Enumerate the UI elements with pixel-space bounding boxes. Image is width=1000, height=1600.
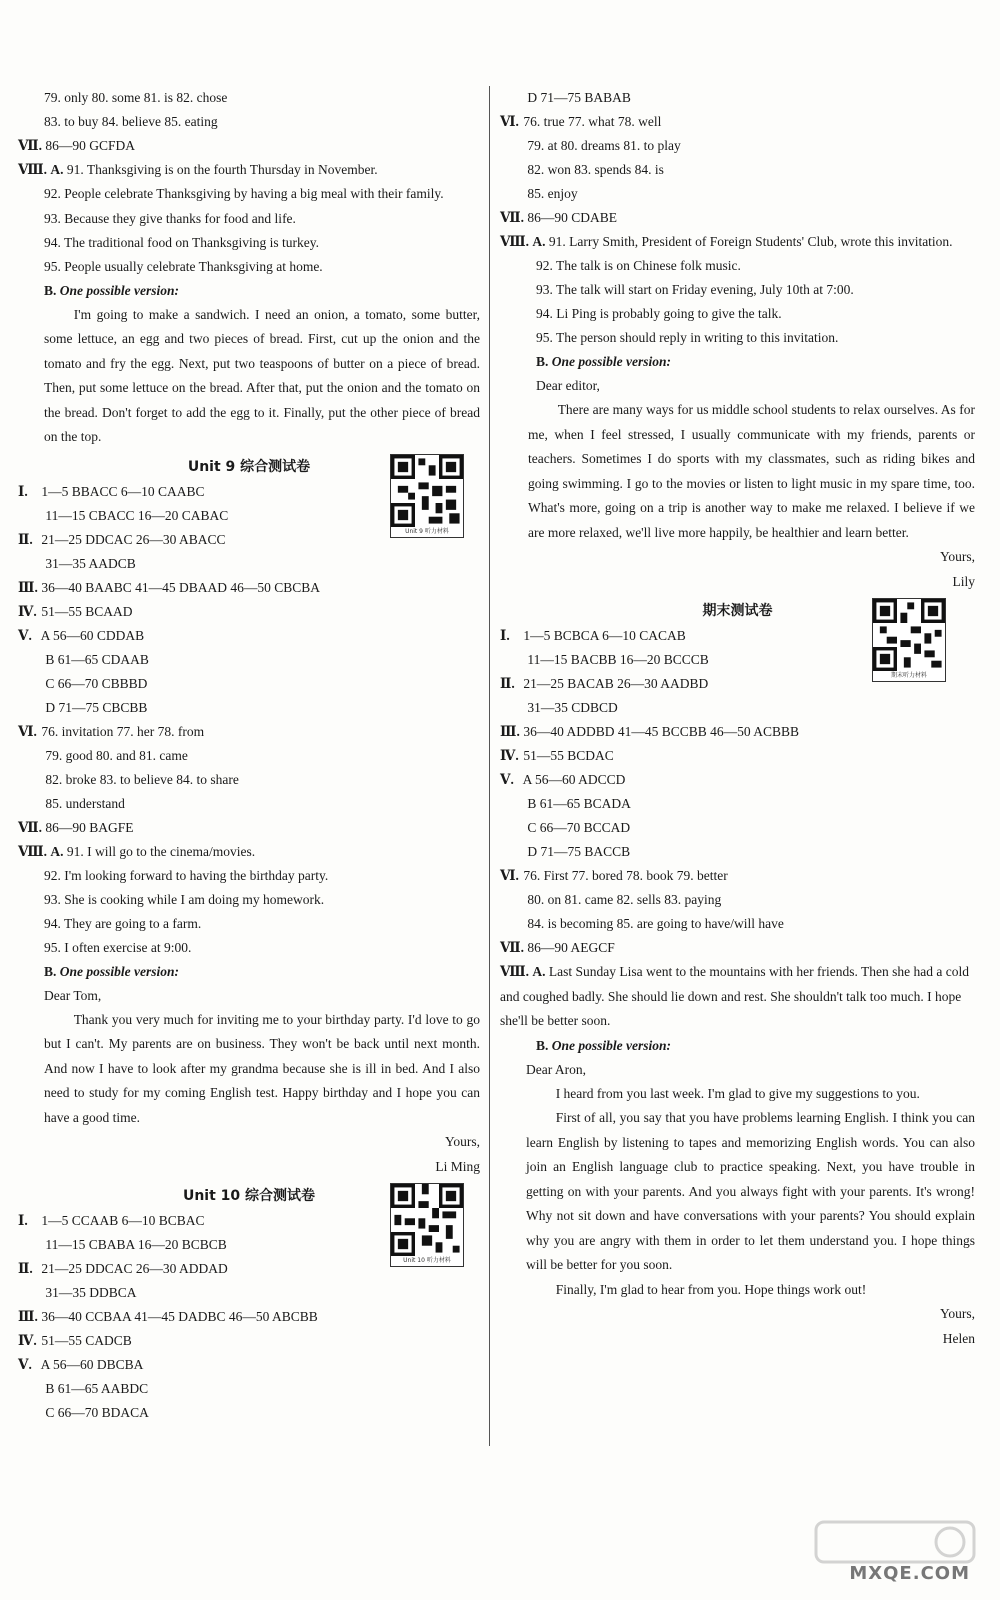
answer-text: 21—25 DDCAC 26—30 ABACC [41, 531, 226, 547]
letter-closing: Yours, [939, 1306, 975, 1321]
section-number: Ⅰ. [500, 628, 510, 643]
answer-text: 79. at 80. dreams 81. to play [527, 138, 681, 153]
answer-text: 86—90 AEGCF [527, 940, 615, 955]
unit9-title: Unit 9 综合测试卷 [187, 458, 311, 475]
answer-line: 86—90 GCFDA [45, 138, 135, 153]
answer-text: 11—15 BACBB 16—20 BCCCB [527, 652, 709, 667]
answer-line: 93. She is cooking while I am doing my homework. [44, 891, 325, 907]
subsection-label: A. [50, 162, 64, 177]
answer-row [18, 1377, 480, 1401]
answer-line: 93. Because they give thanks for food and life. [44, 210, 296, 226]
section-number: Ⅳ. [500, 748, 519, 763]
section-number: Ⅴ. [500, 772, 514, 787]
answer-row [500, 86, 975, 110]
answer-line: 91. I will go to the cinema/movies. [66, 843, 256, 859]
answer-line: 91. Larry Smith, President of Foreign Students' Club, wrote this invitation. [548, 234, 953, 249]
qr-code-icon [391, 455, 463, 527]
answer-row [18, 552, 480, 576]
answer-text: 36—40 CCBAA 41—45 DADBC 46—50 ABCBB [41, 1309, 318, 1324]
letter-closing: Yours, [444, 1134, 480, 1149]
answer-row [18, 1281, 480, 1305]
qr-code-unit10[interactable] [390, 1183, 464, 1267]
letter-greeting: Dear editor, [536, 378, 600, 393]
answer-text: 1—5 BBACC 6—10 CAABC [41, 483, 205, 499]
subsection-label: B. [44, 963, 57, 979]
answer-text: 36—40 ADDBD 41—45 BCCBB 46—50 ACBBB [523, 724, 800, 739]
section-number: Ⅴ. [18, 1357, 32, 1372]
answer-text: 31—35 DDBCA [45, 1285, 137, 1300]
answer-text: 31—35 AADCB [45, 555, 136, 571]
qr-caption: Unit 9 听力材料 [405, 527, 449, 535]
subsection-label: A. [532, 234, 546, 249]
answer-text: 79. good 80. and 81. came [45, 747, 188, 763]
section-number: Ⅳ. [18, 603, 37, 619]
answer-line: 92. People celebrate Thanksgiving by having a big meal with their family. [44, 186, 444, 201]
answer-row [500, 696, 975, 720]
answer-row [500, 768, 975, 792]
sample-letter: Thank you very much for inviting me to your birthday party. I'd love to go but I can't. My parents are on business. They won't be back until next month. And now I have to look after my grandma because she is ill in bed. And I also need to study for my coming English test. Happy birthday and I hope you can have a good time. [44, 1011, 480, 1125]
section-number: Ⅱ. [18, 1261, 33, 1276]
section-number: Ⅴ. [18, 627, 32, 643]
answer-text: 11—15 CBACC 16—20 CABAC [45, 507, 229, 523]
answer-text: 31—35 CDBCD [527, 700, 618, 715]
version-title: One possible version: [59, 963, 180, 979]
sample-letter-p3: Finally, I'm glad to hear from you. Hope things work out! [555, 1281, 867, 1297]
subsection-label: A. [532, 964, 546, 979]
answer-text: 11—15 CBABA 16—20 BCBCB [45, 1237, 227, 1252]
letter-greeting: Dear Tom, [44, 987, 102, 1003]
section-number: Ⅰ. [18, 1213, 28, 1228]
answer-text: A 56—60 ADCCD [522, 772, 626, 787]
answer-row [500, 134, 975, 158]
section-number: Ⅲ. [500, 724, 520, 739]
answer-row [18, 768, 480, 792]
qr-code-final[interactable] [872, 598, 946, 682]
answer-line: 83. to buy 84. believe 85. eating [44, 114, 218, 129]
sample-letter-p1: I heard from you last week. I'm glad to give my suggestions to you. [555, 1085, 920, 1101]
unit10-title: Unit 10 综合测试卷 [182, 1188, 316, 1204]
answer-line: 92. I'm looking forward to having the birthday party. [44, 867, 329, 883]
answer-line: 91. Thanksgiving is on the fourth Thursday in November. [66, 162, 378, 177]
answer-text: 1—5 BCBCA 6—10 CACAB [523, 628, 686, 643]
answer-row [500, 110, 975, 134]
answer-text: A 56—60 CDDAB [40, 627, 145, 643]
unit10-answers-continued [500, 86, 975, 230]
subsection-label: A. [50, 843, 64, 859]
section-number: Ⅶ. [500, 940, 524, 955]
answer-line: 95. People usually celebrate Thanksgiving at home. [44, 258, 323, 274]
answer-row [500, 206, 975, 230]
section-number: Ⅱ. [500, 676, 515, 691]
answer-row [500, 182, 975, 206]
answer-text: 21—25 DDCAC 26—30 ADDAD [41, 1261, 228, 1276]
answer-text: 86—90 CDABE [527, 210, 617, 225]
answer-row [500, 888, 975, 912]
qr-code-unit9[interactable] [390, 454, 464, 538]
answer-text: 1—5 CCAAB 6—10 BCBAC [41, 1213, 205, 1228]
sample-essay: I'm going to make a sandwich. I need an onion, a tomato, some butter, some lettuce, an egg and two pieces of bread. First, cut up the onion and the tomato and fry the egg. Next, put two teaspoons of butter on a piece of bread. Then, put some lettuce on the bread. After that, put the onion and the tomato on the bread. Don't forget to add the egg to it. Finally, put the other piece of bread on the top. [44, 306, 480, 444]
version-title: One possible version: [551, 1037, 672, 1053]
answer-line: 94. They are going to a farm. [44, 915, 202, 931]
answer-row [500, 840, 975, 864]
answer-text: 21—25 BACAB 26—30 AADBD [523, 676, 709, 691]
answer-row [18, 1353, 480, 1377]
answer-row [18, 792, 480, 816]
qr-caption: Unit 10 听力材料 [403, 1257, 451, 1264]
answer-row [18, 648, 480, 672]
answer-row [500, 912, 975, 936]
answer-line: 94. Li Ping is probably going to give the talk. [536, 306, 782, 321]
answer-row [18, 1401, 480, 1425]
answer-line: 79. only 80. some 81. is 82. chose [44, 90, 228, 105]
section-number: Ⅶ. [18, 819, 42, 835]
section-number: Ⅷ. [18, 162, 48, 177]
answer-text: C 66—70 BCCAD [527, 820, 631, 835]
answer-text: 76. true 77. what 78. well [523, 114, 662, 129]
answer-row [500, 864, 975, 888]
letter-signature: Lily [952, 573, 975, 589]
subsection-label: B. [536, 1037, 549, 1053]
answer-row [18, 624, 480, 648]
subsection-label: B. [536, 354, 549, 369]
answer-text: 85. understand [45, 795, 125, 811]
answer-text: 36—40 BAABC 41—45 DBAAD 46—50 CBCBA [41, 579, 321, 595]
answer-row [18, 600, 480, 624]
left-column [18, 86, 480, 1425]
section-number: Ⅵ. [500, 114, 519, 129]
answer-text: 51—55 CADCB [41, 1333, 132, 1348]
answer-text: 86—90 BAGFE [45, 819, 134, 835]
answer-line: 93. The talk will start on Friday evening, July 10th at 7:00. [536, 282, 854, 297]
section-number: Ⅳ. [18, 1333, 37, 1348]
answer-line: 95. The person should reply in writing to this invitation. [536, 330, 839, 345]
final-exam-title: 期末测试卷 [702, 603, 773, 619]
section-number: Ⅰ. [18, 483, 28, 499]
answer-text: 51—55 BCDAC [523, 748, 614, 763]
answer-text: 80. on 81. came 82. sells 83. paying [527, 892, 722, 907]
answer-text: 82. won 83. spends 84. is [527, 162, 664, 177]
answer-row [18, 696, 480, 720]
version-title: One possible version: [551, 354, 672, 369]
answer-text: C 66—70 BDACA [45, 1405, 149, 1420]
right-column [500, 86, 975, 1351]
answer-text: B 61—65 AABDC [45, 1381, 149, 1396]
version-title: One possible version: [59, 282, 180, 298]
answer-row [18, 1329, 480, 1353]
answer-text: 76. invitation 77. her 78. from [41, 723, 205, 739]
answer-row [500, 816, 975, 840]
answer-row [18, 744, 480, 768]
answer-line: 92. The talk is on Chinese folk music. [536, 258, 741, 273]
section-number: Ⅷ. [18, 843, 48, 859]
answer-text: 82. broke 83. to believe 84. to share [45, 771, 239, 787]
qr-caption: 期末听力材料 [890, 672, 927, 679]
answer-row [18, 576, 480, 600]
letter-signature: Helen [942, 1330, 975, 1346]
answer-text: B 61—65 CDAAB [45, 651, 149, 667]
answer-text: C 66—70 CBBBD [45, 675, 148, 691]
answer-row [18, 672, 480, 696]
answer-text: D 71—75 BACCB [527, 844, 631, 859]
answer-row [500, 744, 975, 768]
answer-text: 51—55 BCAAD [41, 603, 133, 619]
answer-line: 95. I often exercise at 9:00. [44, 939, 192, 955]
answer-row [18, 720, 480, 744]
section-number: Ⅲ. [18, 579, 38, 595]
subsection-label: B. [44, 282, 57, 298]
section-number: Ⅵ. [18, 723, 37, 739]
answer-text: D 71—75 CBCBB [45, 699, 148, 715]
answer-row [18, 816, 480, 840]
answer-text: 85. enjoy [527, 186, 578, 201]
answer-text: 84. is becoming 85. are going to have/will have [527, 916, 784, 931]
answer-row [500, 792, 975, 816]
qr-code-icon [391, 1184, 463, 1256]
column-divider [489, 86, 490, 1446]
section-number: Ⅵ. [500, 868, 519, 883]
answer-text: B 61—65 BCADA [527, 796, 631, 811]
section-number: Ⅷ. [500, 234, 530, 249]
answer-row [500, 936, 975, 960]
watermark-text: MXQE.COM [849, 1563, 970, 1584]
answer-text: A 56—60 DBCBA [40, 1357, 144, 1372]
section-number: Ⅱ. [18, 531, 33, 547]
section-number: Ⅷ. [500, 964, 530, 979]
answer-row [18, 1305, 480, 1329]
answer-row [500, 158, 975, 182]
sample-letter-p2: First of all, you say that you have problems learning English. I think you can learn English by listening to tapes and memorizing English words. You can also join an English language club to practice speaking. Next, you have trouble in getting on with your parents. And you always fight with your parents. It's wrong! Why not sit down and have conversations with your parents? You should explain why you are angry with them in order to let them understand you. I hope things will be better for you soon. [526, 1110, 975, 1272]
answer-line: 94. The traditional food on Thanksgiving is turkey. [44, 234, 319, 250]
qr-code-icon [873, 599, 945, 671]
letter-closing: Yours, [939, 549, 975, 564]
answer-text: 76. First 77. bored 78. book 79. better [523, 868, 728, 883]
letter-signature: Li Ming [435, 1158, 480, 1174]
section-number: Ⅶ. [18, 138, 42, 153]
letter-greeting: Dear Aron, [526, 1061, 586, 1077]
section-number: Ⅶ. [500, 210, 524, 225]
answer-text: D 71—75 BABAB [527, 90, 631, 105]
answer-paragraph: Last Sunday Lisa went to the mountains with her friends. Then she had a cold and coughed badly. She should lie down and rest. She shouldn't talk too much. I hope she'll be better soon. [500, 964, 969, 1028]
section-number: Ⅲ. [18, 1309, 38, 1324]
answer-row [500, 720, 975, 744]
sample-letter: There are many ways for us middle school students to relax ourselves. As for me, when I feel stressed, I usually communicate with my friends, parents or teachers. Sometimes I do sports with my classmates, such as riding bikes and going swimming. I go to the movies or listen to light music in my spare time, too. What's more, going on a trip is another way to make me relaxed. I believe if we are more relaxed, we'll live more happily, be healthier and learn better. [528, 402, 975, 540]
